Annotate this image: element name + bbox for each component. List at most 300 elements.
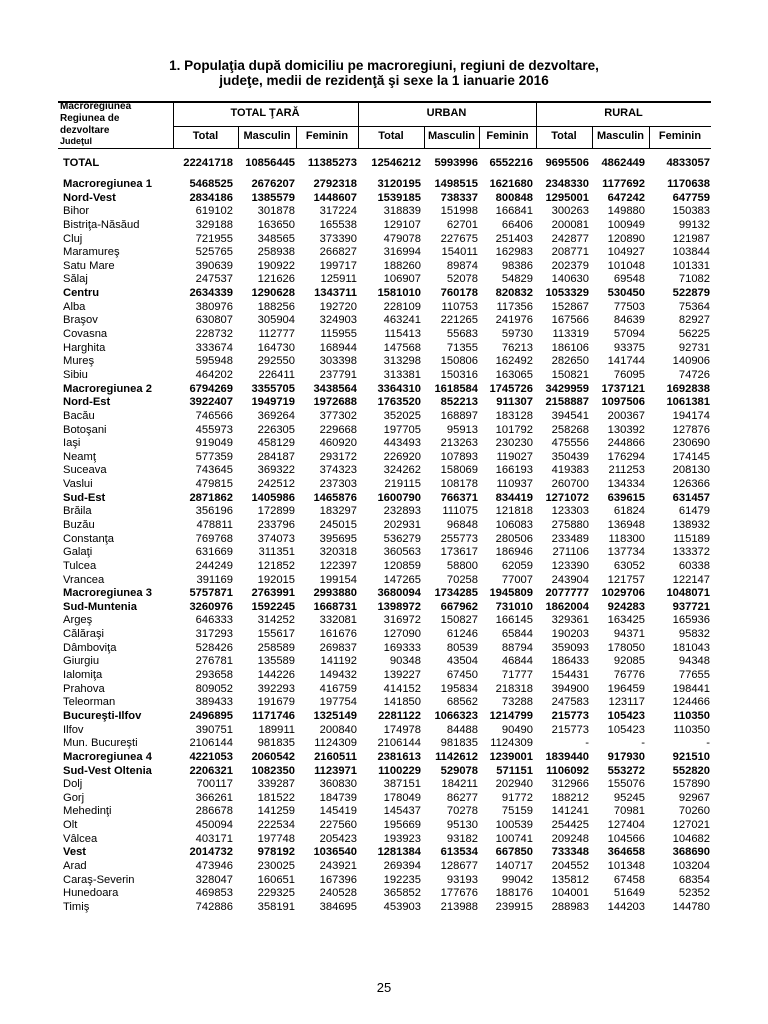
table-row — [0, 423, 768, 437]
table-cell: 1061381 — [666, 396, 710, 409]
row-label: Bihor — [63, 205, 90, 218]
table-cell: 834419 — [495, 491, 533, 504]
table-cell: 3922407 — [189, 396, 233, 409]
table-cell: 1737121 — [601, 382, 645, 395]
table-cell: 65844 — [501, 628, 533, 641]
table-cell: 233796 — [257, 519, 295, 531]
table-cell: 391169 — [196, 573, 233, 586]
row-label: Olt — [63, 819, 78, 832]
table-cell: 731010 — [495, 600, 533, 613]
table-cell: 195834 — [440, 682, 478, 695]
row-label: Bistriţa-Năsăud — [63, 218, 140, 231]
table-cell: 22241718 — [183, 157, 233, 169]
table-cell: 129107 — [383, 218, 421, 231]
table-cell: 530450 — [607, 287, 645, 300]
table-cell: 154431 — [551, 669, 589, 682]
table-cell: 176294 — [607, 450, 645, 463]
row-label: Sibiu — [63, 368, 88, 381]
column-header: Masculin — [596, 130, 645, 142]
table-cell: 667962 — [440, 600, 478, 613]
table-cell: 348565 — [257, 232, 295, 245]
table-cell: 202931 — [383, 519, 421, 531]
group-urban: URBAN — [426, 107, 467, 119]
table-cell: 91772 — [501, 791, 533, 804]
row-label: Braşov — [63, 314, 98, 327]
table-cell: 329188 — [195, 218, 233, 231]
table-cell: 1170638 — [667, 178, 710, 190]
table-cell: 154011 — [441, 246, 478, 259]
table-cell: 571151 — [496, 764, 533, 777]
table-row — [0, 272, 768, 286]
table-row — [0, 191, 768, 205]
table-cell: 2834186 — [189, 191, 233, 204]
table-cell: - — [585, 737, 589, 750]
column-divider — [424, 126, 425, 149]
table-cell: 4862449 — [601, 157, 645, 169]
table-cell: 150821 — [551, 368, 589, 381]
table-cell: 123303 — [551, 505, 589, 518]
table-cell: 96848 — [446, 519, 478, 531]
table-cell: 458129 — [257, 437, 295, 450]
row-label: Macroregiunea 4 — [63, 750, 152, 763]
table-cell: 222534 — [257, 819, 295, 832]
table-row — [0, 627, 768, 641]
table-cell: 192235 — [383, 873, 421, 886]
table-row — [0, 259, 768, 273]
table-cell: 71355 — [446, 341, 478, 354]
row-label: Tulcea — [63, 559, 97, 572]
table-cell: 121626 — [257, 273, 295, 286]
table-row — [0, 736, 768, 750]
table-cell: 110350 — [673, 709, 710, 722]
table-cell: 2206321 — [189, 764, 233, 777]
table-cell: 181522 — [257, 791, 295, 804]
table-cell: 100949 — [607, 218, 645, 231]
table-cell: 63052 — [613, 559, 645, 572]
table-cell: 184211 — [441, 778, 478, 791]
table-cell: 1448607 — [313, 191, 357, 204]
table-cell: 95130 — [446, 819, 478, 832]
table-cell: 244866 — [607, 437, 645, 450]
table-cell: 90348 — [389, 655, 421, 668]
table-cell: 364658 — [607, 846, 645, 859]
column-header: Masculin — [427, 130, 476, 142]
table-cell: 377302 — [319, 409, 357, 422]
row-label: Maramureş — [63, 246, 120, 259]
table-cell: 2348330 — [545, 178, 589, 190]
table-cell: 104001 — [551, 887, 589, 900]
table-cell: 395695 — [319, 532, 357, 545]
table-cell: 11385273 — [307, 157, 357, 169]
table-row — [0, 286, 768, 300]
row-label: Nord-Est — [63, 396, 111, 409]
table-cell: 43504 — [446, 655, 478, 668]
table-cell: 99132 — [678, 218, 710, 231]
table-cell: 536279 — [383, 532, 421, 545]
table-cell: 3120195 — [377, 178, 421, 190]
table-cell: 122397 — [319, 559, 357, 572]
table-row — [0, 341, 768, 355]
table-row — [0, 491, 768, 505]
table-cell: 124466 — [672, 696, 710, 709]
table-cell: 104682 — [672, 832, 710, 845]
row-label: Brăila — [63, 505, 92, 518]
table-cell: 1763520 — [377, 396, 421, 409]
table-cell: 9695506 — [545, 157, 589, 169]
table-cell: 738337 — [440, 191, 478, 204]
table-cell: 284187 — [257, 450, 295, 463]
row-label: Sălaj — [63, 273, 88, 286]
row-label: Sud-Est — [63, 491, 106, 504]
table-cell: 5993996 — [434, 157, 478, 169]
table-cell: 241976 — [495, 314, 533, 327]
table-cell: 1036540 — [313, 846, 357, 859]
table-cell: 61479 — [678, 505, 710, 518]
table-cell: 101331 — [672, 259, 710, 272]
table-cell: 455973 — [195, 423, 233, 436]
table-cell: 162983 — [495, 246, 533, 259]
table-cell: 186946 — [495, 546, 533, 559]
table-cell: 157890 — [672, 778, 710, 791]
table-cell: 2496895 — [189, 709, 233, 722]
table-cell: 1839440 — [545, 750, 589, 763]
table-cell: 178050 — [607, 641, 645, 654]
table-row — [0, 586, 768, 600]
table-cell: 978192 — [257, 846, 295, 859]
table-cell: 317224 — [319, 205, 357, 218]
header-bottom-rule — [58, 148, 711, 149]
table-cell: 127876 — [672, 423, 710, 436]
table-cell: 233489 — [551, 532, 589, 545]
table-cell: 373390 — [319, 232, 357, 245]
table-cell: 194174 — [672, 409, 710, 422]
table-cell: 127090 — [383, 628, 421, 641]
table-cell: 1945809 — [489, 587, 533, 600]
row-label: Centru — [63, 287, 100, 300]
table-cell: 924283 — [607, 600, 645, 613]
row-label: Hunedoara — [63, 887, 119, 900]
table-cell: 106907 — [383, 273, 421, 286]
table-cell: 2281122 — [378, 709, 421, 722]
table-cell: 205423 — [319, 832, 357, 845]
row-label: Mehedinţi — [63, 805, 112, 818]
row-label: Mureş — [63, 355, 95, 368]
table-cell: 1271072 — [545, 491, 589, 504]
table-cell: 73288 — [501, 696, 533, 709]
table-cell: 390639 — [195, 259, 233, 272]
table-cell: 3355705 — [251, 382, 295, 395]
table-row — [0, 177, 768, 191]
table-cell: 380976 — [195, 300, 233, 313]
table-cell: 4221053 — [189, 750, 233, 763]
stub-line: Judeţul — [60, 136, 93, 146]
row-label: Macroregiunea 2 — [63, 382, 152, 395]
table-cell: 318839 — [383, 205, 421, 218]
table-cell: 99042 — [501, 873, 533, 886]
table-cell: 646333 — [195, 614, 233, 627]
table-cell: 981835 — [257, 737, 295, 750]
table-cell: 68354 — [678, 873, 710, 886]
table-cell: 92967 — [678, 791, 710, 804]
table-cell: 144203 — [607, 900, 645, 913]
table-cell: - — [706, 737, 710, 750]
table-cell: 1745726 — [489, 382, 533, 395]
table-cell: 76213 — [501, 341, 533, 354]
table-cell: 760178 — [440, 287, 478, 300]
table-cell: 130392 — [607, 423, 645, 436]
table-row — [0, 668, 768, 682]
table-cell: 473946 — [195, 860, 233, 872]
table-cell: 174978 — [383, 723, 421, 736]
table-cell: 161676 — [319, 628, 357, 641]
table-cell: 639615 — [607, 491, 645, 504]
table-row — [0, 641, 768, 655]
table-cell: 155076 — [607, 778, 645, 791]
table-cell: 162492 — [495, 355, 533, 368]
table-cell: 139227 — [383, 669, 421, 682]
table-cell: 167396 — [319, 873, 357, 886]
row-label: Caraş-Severin — [63, 873, 135, 886]
table-cell: 100539 — [495, 819, 533, 832]
table-cell: 552820 — [672, 764, 710, 777]
table-cell: 123390 — [551, 559, 589, 572]
table-row — [0, 900, 768, 914]
table-cell: 414152 — [383, 682, 421, 695]
table-cell: 419383 — [551, 464, 589, 477]
table-cell: 204552 — [551, 860, 589, 872]
table-cell: 529078 — [440, 764, 478, 777]
table-cell: 192015 — [257, 573, 295, 586]
table-cell: 271106 — [552, 546, 589, 559]
table-cell: 230230 — [495, 437, 533, 450]
row-label: Gorj — [63, 791, 85, 804]
table-cell: 165538 — [319, 218, 357, 231]
table-cell: 56225 — [678, 328, 710, 341]
column-header: Total — [192, 130, 219, 142]
table-cell: 188260 — [383, 259, 421, 272]
table-cell: 166841 — [495, 205, 533, 218]
table-cell: 195669 — [383, 819, 421, 832]
table-cell: 76776 — [613, 669, 645, 682]
table-cell: 1692838 — [666, 382, 710, 395]
table-cell: 2792318 — [313, 178, 357, 190]
table-cell: 1405986 — [251, 491, 295, 504]
table-cell: 127021 — [672, 819, 710, 832]
table-cell: 247583 — [551, 696, 589, 709]
table-cell: 147568 — [383, 341, 421, 354]
table-cell: 101048 — [607, 259, 645, 272]
table-cell: - — [641, 737, 645, 750]
row-label: Vaslui — [63, 478, 93, 491]
table-cell: 60338 — [678, 559, 710, 572]
table-cell: 228732 — [195, 328, 233, 341]
table-cell: 209248 — [551, 832, 589, 845]
table-cell: 173617 — [440, 546, 478, 559]
table-cell: 115955 — [320, 328, 357, 341]
table-cell: 200840 — [319, 723, 357, 736]
table-cell: 58800 — [446, 559, 478, 572]
table-cell: 921510 — [672, 750, 710, 763]
table-cell: 260700 — [551, 478, 589, 491]
table-cell: 595948 — [195, 355, 233, 368]
row-label: Argeş — [63, 614, 93, 627]
table-row — [0, 573, 768, 587]
table-row — [0, 709, 768, 723]
table-cell: 366261 — [195, 791, 233, 804]
table-cell: 403171 — [195, 832, 233, 845]
column-header: Total — [378, 130, 404, 142]
table-row — [0, 804, 768, 818]
table-cell: 324903 — [319, 314, 357, 327]
table-cell: 746566 — [195, 409, 233, 422]
table-cell: 172899 — [257, 505, 295, 518]
table-cell: 163065 — [495, 368, 533, 381]
table-cell: 74726 — [678, 368, 710, 381]
column-divider — [592, 126, 593, 149]
table-cell: 769768 — [195, 532, 233, 545]
table-row — [0, 245, 768, 259]
page-number: 25 — [376, 980, 392, 995]
table-cell: 2634339 — [189, 287, 233, 300]
table-cell: 167566 — [551, 314, 589, 327]
table-cell: 186433 — [551, 655, 589, 668]
row-label: Prahova — [63, 682, 105, 695]
table-cell: 46844 — [501, 655, 533, 668]
table-cell: 147265 — [383, 573, 421, 586]
table-cell: 820832 — [495, 287, 533, 300]
table-cell: 218318 — [495, 682, 533, 695]
table-cell: 215773 — [551, 709, 589, 722]
table-cell: 104927 — [607, 246, 645, 259]
row-label: Alba — [63, 300, 86, 313]
table-cell: 149432 — [319, 669, 357, 682]
row-label: Ilfov — [63, 723, 84, 736]
table-cell: 244249 — [195, 559, 233, 572]
table-cell: 631457 — [672, 491, 710, 504]
table-cell: 1106092 — [546, 764, 589, 777]
row-label: Dolj — [63, 778, 83, 791]
table-cell: 120859 — [383, 559, 421, 572]
table-cell: 647759 — [672, 191, 710, 204]
table-cell: 255773 — [440, 532, 478, 545]
table-cell: 117356 — [496, 300, 533, 313]
table-cell: 232893 — [383, 505, 421, 518]
row-label: Covasna — [63, 328, 108, 341]
table-cell: 317293 — [195, 628, 233, 641]
table-cell: 374073 — [257, 532, 295, 545]
table-cell: 149880 — [607, 205, 645, 218]
table-cell: 314252 — [257, 614, 295, 627]
table-cell: 128677 — [440, 860, 478, 872]
table-cell: 92731 — [678, 341, 710, 354]
table-cell: 141850 — [383, 696, 421, 709]
table-cell: 70258 — [446, 573, 478, 586]
table-cell: 258268 — [551, 423, 589, 436]
row-label: Timiş — [63, 900, 90, 913]
table-cell: 112777 — [258, 328, 295, 341]
table-cell: 286678 — [195, 805, 233, 818]
table-cell: 197754 — [319, 696, 357, 709]
table-cell: 196459 — [607, 682, 645, 695]
table-cell: 57094 — [613, 328, 645, 341]
table-cell: 197748 — [257, 832, 295, 845]
table-cell: 525765 — [195, 246, 233, 259]
table-cell: 937721 — [672, 600, 710, 613]
table-row — [0, 886, 768, 900]
table-row — [0, 845, 768, 859]
table-cell: 1053329 — [545, 287, 589, 300]
table-cell: 240528 — [319, 887, 357, 900]
table-cell: 332081 — [319, 614, 357, 627]
row-label: Sud-Muntenia — [63, 600, 137, 613]
table-cell: 316994 — [383, 246, 421, 259]
table-row — [0, 204, 768, 218]
stub-header — [60, 101, 131, 146]
table-cell: 721955 — [195, 232, 233, 245]
table-cell: 160651 — [257, 873, 295, 886]
table-cell: 1171746 — [252, 709, 295, 722]
table-cell: 54829 — [501, 273, 533, 286]
table-cell: 303398 — [319, 355, 357, 368]
table-cell: 667850 — [495, 846, 533, 859]
table-cell: 94348 — [678, 655, 710, 668]
table-cell: 328047 — [195, 873, 233, 886]
table-cell: 1621680 — [489, 178, 533, 190]
table-cell: 62701 — [446, 218, 478, 231]
table-cell: 320318 — [319, 546, 357, 559]
table-cell: 919049 — [195, 437, 233, 450]
table-row — [0, 409, 768, 423]
table-cell: 200081 — [551, 218, 589, 231]
table-cell: 1734285 — [434, 587, 478, 600]
column-divider — [536, 102, 537, 149]
table-cell: 300263 — [551, 205, 589, 218]
table-cell: 174145 — [672, 450, 710, 463]
table-cell: 1029706 — [601, 587, 645, 600]
table-cell: 1142612 — [435, 750, 478, 763]
column-header: Feminin — [658, 130, 702, 142]
table-cell: 69548 — [613, 273, 645, 286]
table-cell: 88794 — [501, 641, 533, 654]
table-cell: 227675 — [440, 232, 478, 245]
table-cell: 208771 — [551, 246, 589, 259]
table-cell: 387151 — [383, 778, 421, 791]
table-cell: 368690 — [672, 846, 710, 859]
column-header: Masculin — [243, 130, 291, 142]
table-cell: 67458 — [613, 873, 645, 886]
table-cell: 3680094 — [377, 587, 421, 600]
table-row — [0, 682, 768, 696]
table-cell: 316972 — [383, 614, 421, 627]
table-cell: 219115 — [384, 478, 421, 491]
table-cell: 475556 — [551, 437, 589, 450]
column-header: Feminin — [305, 130, 349, 142]
table-row — [0, 477, 768, 491]
row-label: Constanţa — [63, 532, 114, 545]
table-cell: 188212 — [551, 791, 589, 804]
table-cell: 110937 — [496, 478, 533, 491]
table-cell: 5468525 — [189, 178, 233, 190]
table-row — [0, 368, 768, 382]
table-cell: 152867 — [551, 300, 589, 313]
table-cell: 121987 — [672, 232, 710, 245]
table-cell: 374323 — [319, 464, 357, 477]
table-row — [0, 545, 768, 559]
table-cell: 151998 — [440, 205, 478, 218]
table-cell: 356196 — [195, 505, 233, 518]
table-cell: 2060542 — [251, 750, 295, 763]
table-cell: 12546212 — [371, 157, 421, 169]
